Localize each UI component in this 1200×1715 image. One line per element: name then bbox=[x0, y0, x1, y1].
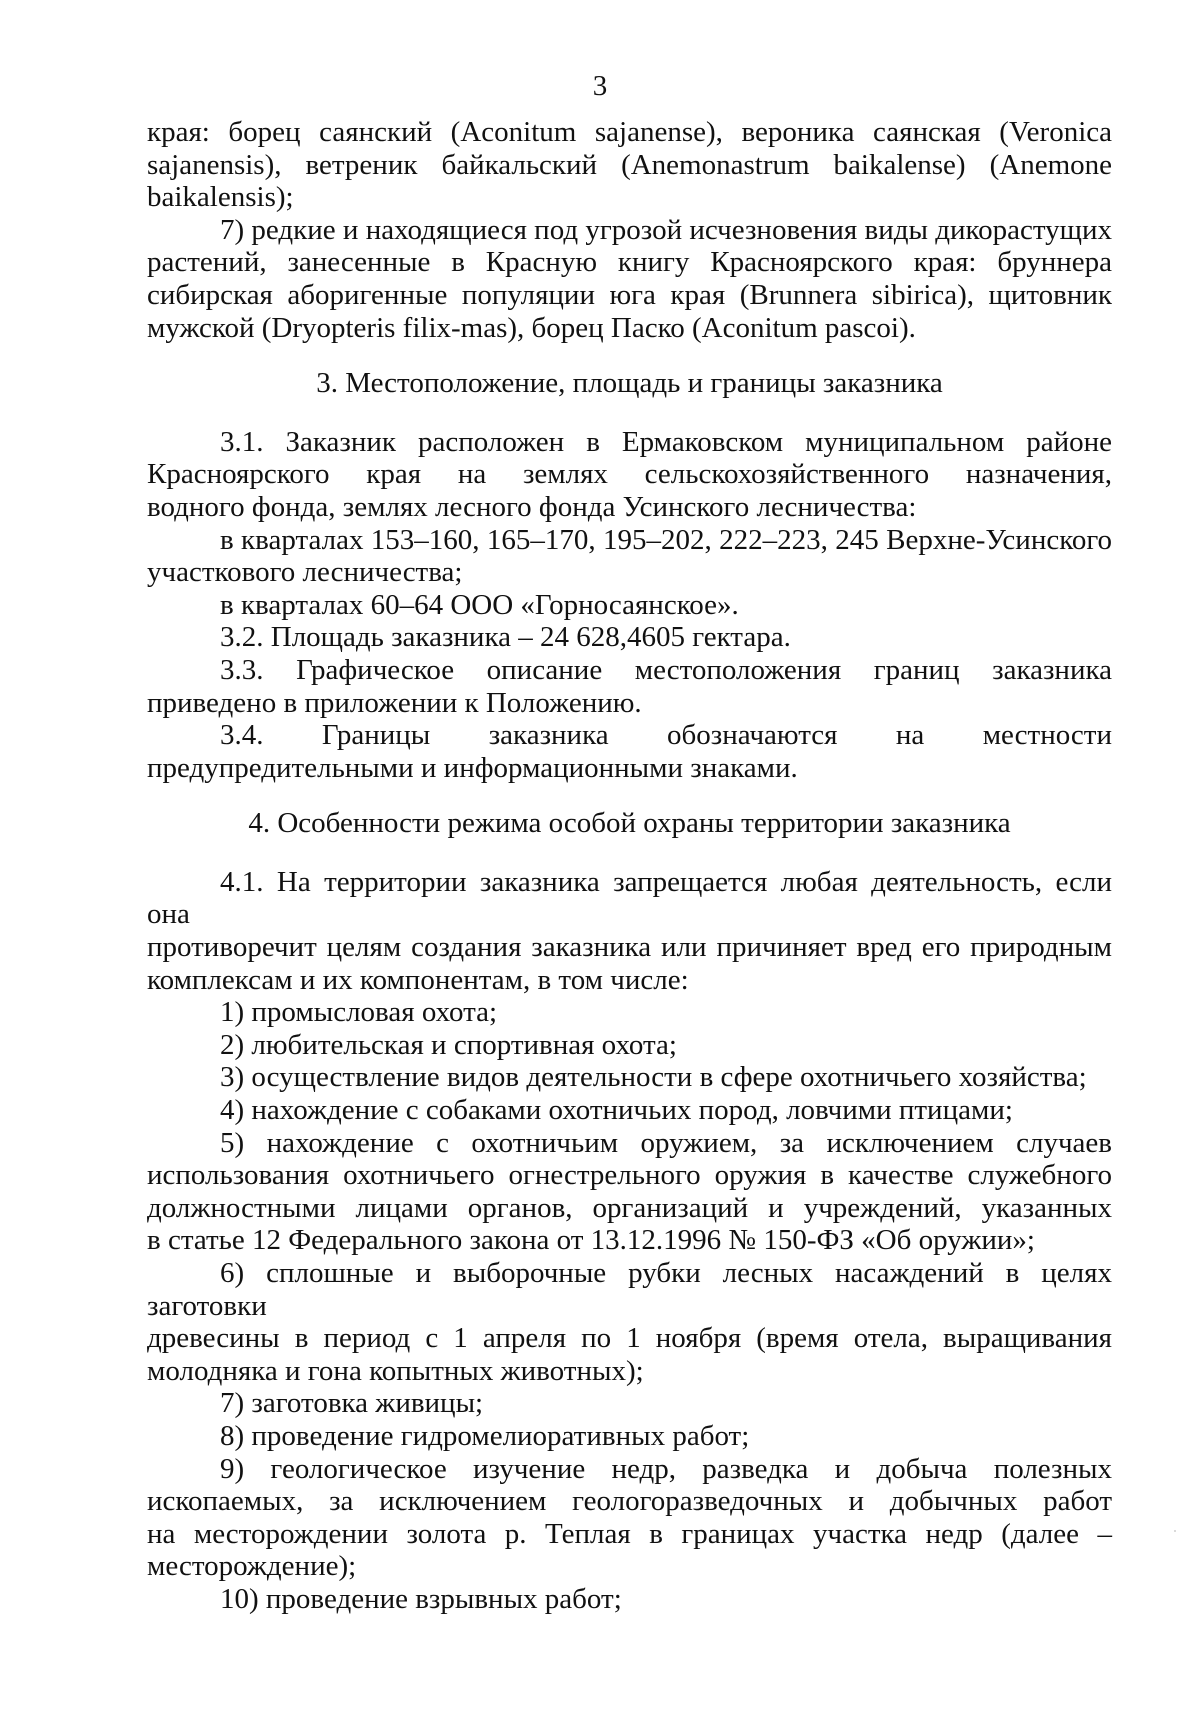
p3-3-line-1: 3.3. Графическое описание местоположения границ заказника bbox=[220, 653, 1112, 686]
item7-line-3: сибирская аборигенные популяции юга края (Brunnera sibirica), щитовник bbox=[147, 278, 1112, 311]
list-item-7: 7) заготовка живицы; bbox=[220, 1387, 484, 1420]
list-item-9-line-4: месторождение); bbox=[147, 1550, 357, 1583]
list-item-3: 3) осуществление видов деятельности в сфере охотничьего хозяйства; bbox=[220, 1061, 1087, 1094]
list-item-5-line-3: должностными лицами органов, организаций и учреждений, указанных bbox=[147, 1191, 1112, 1224]
document-body bbox=[147, 116, 1112, 1616]
p3-1-line-3: водного фонда, землях лесного фонда Усинского лесничества: bbox=[147, 490, 917, 523]
list-item-8: 8) проведение гидромелиоративных работ; bbox=[220, 1419, 750, 1452]
quarters-b: в кварталах 60–64 ООО «Горносаянское». bbox=[220, 588, 739, 621]
p3-1-line-1: 3.1. Заказник расположен в Ермаковском муниципальном районе bbox=[220, 425, 1112, 458]
section4-heading: 4. Особенности режима особой охраны территории заказника bbox=[248, 807, 1011, 840]
page-number: 3 bbox=[592, 70, 608, 102]
list-item-5-line-4: в статье 12 Федерального закона от 13.12.1996 № 150-ФЗ «Об оружии»; bbox=[147, 1224, 1035, 1257]
item7-line-2: растений, занесенные в Красную книгу Красноярского края: бруннера bbox=[147, 246, 1112, 279]
list-item-1: 1) промысловая охота; bbox=[220, 996, 498, 1029]
item7-line-1: 7) редкие и находящиеся под угрозой исчезновения виды дикорастущих bbox=[220, 213, 1112, 246]
list-item-5-line-2: использования охотничьего огнестрельного оружия в качестве служебного bbox=[147, 1159, 1112, 1192]
section3-heading: 3. Местоположение, площадь и границы заказника bbox=[316, 367, 943, 400]
list-item-6-line-3: молодняка и гона копытных животных); bbox=[147, 1354, 644, 1387]
list-item-10: 10) проведение взрывных работ; bbox=[220, 1582, 622, 1615]
list-item-9-line-2: ископаемых, за исключением геологоразведочных и добычных работ bbox=[147, 1485, 1112, 1518]
p4-1-line-3: комплексам и их компонентам, в том числе: bbox=[147, 963, 689, 996]
p3-4-line-1: 3.4. Границы заказника обозначаются на местности bbox=[220, 719, 1112, 752]
list-item-9-line-1: 9) геологическое изучение недр, разведка и добыча полезных bbox=[220, 1452, 1112, 1485]
quarters-a-line-1: в кварталах 153–160, 165–170, 195–202, 222–223, 245 Верхне-Усинского bbox=[220, 523, 1112, 556]
list-item-2: 2) любительская и спортивная охота; bbox=[220, 1028, 677, 1061]
quarters-a-line-2: участкового лесничества; bbox=[147, 556, 463, 589]
intro-line-1: края: борец саянский (Aconitum sajanense), вероника саянская (Veronica bbox=[147, 116, 1112, 148]
p4-1-line-1: 4.1. На территории заказника запрещается любая деятельность, если она bbox=[147, 865, 1112, 931]
list-item-5-line-1: 5) нахождение с охотничьим оружием, за исключением случаев bbox=[220, 1126, 1112, 1159]
item7-line-4: мужской (Dryopteris filix-mas), борец Паско (Aconitum pascoi). bbox=[147, 311, 916, 344]
p3-3-line-2: приведено в приложении к Положению. bbox=[147, 686, 642, 719]
intro-line-3: baikalensis); bbox=[147, 181, 294, 214]
scan-artifact bbox=[1174, 1530, 1176, 1532]
p4-1-line-2: противоречит целям создания заказника или причиняет вред его природным bbox=[147, 931, 1112, 964]
p3-1-line-2: Красноярского края на землях сельскохозяйственного назначения, bbox=[147, 458, 1112, 491]
list-item-6-line-2: древесины в период с 1 апреля по 1 ноября (время отела, выращивания bbox=[147, 1322, 1112, 1355]
list-item-4: 4) нахождение с собаками охотничьих пород, ловчими птицами; bbox=[220, 1094, 1013, 1127]
intro-line-2: sajanensis), ветреник байкальский (Anemonastrum baikalense) (Anemone bbox=[147, 148, 1112, 181]
list-item-9-line-3: на месторождении золота р. Теплая в границах участка недр (далее – bbox=[147, 1517, 1112, 1550]
p3-4-line-2: предупредительными и информационными знаками. bbox=[147, 751, 798, 784]
list-item-6-line-1: 6) сплошные и выборочные рубки лесных насаждений в целях заготовки bbox=[147, 1257, 1112, 1322]
p3-2: 3.2. Площадь заказника – 24 628,4605 гектара. bbox=[220, 621, 791, 654]
